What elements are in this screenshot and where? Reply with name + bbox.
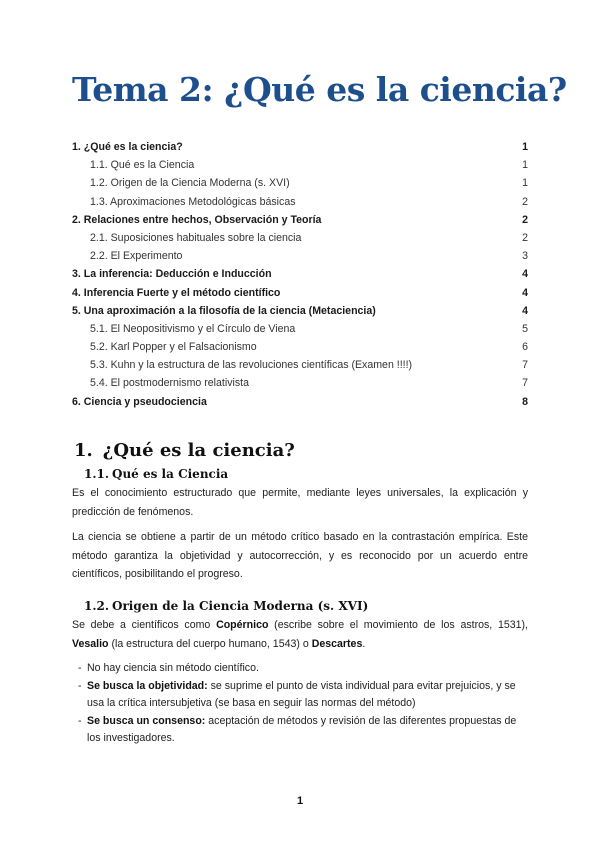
toc-entry[interactable] (72, 211, 528, 229)
name-copernico: Copérnico (216, 619, 269, 631)
section-title: ¿Qué es la ciencia? (102, 440, 295, 461)
toc-entry[interactable] (72, 302, 528, 320)
toc-entry-label: 1.2. Origen de la Ciencia Moderna (s. XVI) (90, 177, 290, 190)
toc-entry-page: 2 (522, 231, 528, 244)
toc-entry-page: 4 (522, 268, 528, 281)
toc-entry-label: 6. Ciencia y pseudociencia (72, 395, 207, 408)
paragraph: Es el conocimiento estructurado que permite, mediante leyes universales, la explicación y predicción de fenómenos. (72, 487, 528, 518)
toc-entry[interactable] (72, 247, 528, 265)
list-item (78, 678, 530, 713)
subsection-number: 1.2. (84, 599, 110, 613)
dash-marker: - (78, 662, 82, 674)
toc-entry[interactable] (72, 229, 528, 247)
toc-entry-page: 4 (522, 286, 528, 299)
toc-entry[interactable] (72, 156, 528, 174)
toc-entry-page: 7 (522, 359, 528, 372)
toc-entry-label: 5.4. El postmodernismo relativista (90, 377, 249, 390)
toc-entry[interactable] (72, 265, 528, 283)
name-vesalio: Vesalio (72, 637, 109, 650)
toc-entry-page: 1 (522, 177, 528, 190)
list-item-text: No hay ciencia sin método científico. (87, 662, 259, 674)
toc-entry-page: 1 (522, 141, 528, 153)
toc-entry-page: 4 (522, 304, 528, 317)
toc-entry-label: 5. Una aproximación a la filosofía de la ciencia (Metaciencia) (72, 304, 376, 317)
table-of-contents (72, 138, 528, 411)
list-item (78, 713, 530, 748)
paragraph-text: Se debe a científicos como (72, 619, 217, 631)
list-item-text: se suprime el punto de vista individual para evitar prejuicios, y se usa la crítica intersubjetiva (se basa en seguir las normas del método) (87, 679, 516, 710)
name-descartes: Descartes (311, 637, 363, 650)
page-number: 1 (296, 795, 304, 807)
toc-entry-label: 2. Relaciones entre hechos, Observación y Teoría (72, 213, 322, 226)
paragraph-text: . (362, 637, 366, 650)
toc-entry[interactable] (72, 338, 528, 356)
toc-entry-label: 5.2. Karl Popper y el Falsacionismo (90, 341, 257, 354)
toc-entry-label: 1. ¿Qué es la ciencia? (72, 141, 183, 153)
toc-entry[interactable] (72, 320, 528, 338)
list-item-emphasis: Se busca la objetividad: (87, 679, 208, 692)
subsection-title: Origen de la Ciencia Moderna (s. XVI) (112, 599, 369, 613)
toc-entry-page: 6 (522, 341, 528, 354)
toc-entry-label: 4. Inferencia Fuerte y el método científico (72, 286, 281, 299)
toc-entry[interactable] (72, 374, 528, 392)
toc-entry-label: 1.1. Qué es la Ciencia (90, 159, 195, 172)
paragraph-text: (la estructura del cuerpo humano, 1543) o (108, 637, 312, 650)
list-item (78, 660, 530, 678)
toc-entry-label: 5.1. El Neopositivismo y el Círculo de Viena (90, 322, 296, 335)
toc-entry[interactable] (72, 174, 528, 192)
subsection-title: Qué es la Ciencia (112, 467, 229, 481)
bullet-list (78, 660, 530, 748)
subsection-heading (84, 467, 228, 481)
toc-entry[interactable] (72, 193, 528, 211)
toc-entry-page: 3 (522, 250, 528, 263)
dash-marker: - (78, 679, 82, 692)
paragraph (72, 616, 528, 653)
page-title: Tema 2: ¿Qué es la ciencia? (72, 70, 567, 109)
toc-entry-page: 2 (522, 195, 528, 208)
section-heading (74, 440, 295, 461)
toc-entry[interactable] (72, 356, 528, 374)
toc-entry[interactable] (72, 138, 528, 156)
list-item-text: aceptación de métodos y revisión de las diferentes propuestas de los investigadores. (87, 714, 517, 745)
toc-entry-label: 3. La inferencia: Deducción e Inducción (72, 268, 272, 281)
toc-entry-page: 7 (522, 377, 528, 390)
section-number: 1. (74, 440, 93, 461)
toc-entry[interactable] (72, 284, 528, 302)
list-item-emphasis: Se busca un consenso: (87, 714, 206, 727)
subsection-number: 1.1. (84, 467, 110, 481)
dash-marker: - (78, 714, 82, 727)
paragraph: La ciencia se obtiene a partir de un método crítico basado en la contrastación empírica. Este método garantiza la objetividad y autocorrección, y es reconocido por un acuerdo entre científicos, posibilitando el progreso. (72, 531, 528, 581)
toc-entry-page: 1 (522, 159, 528, 172)
toc-entry-page: 5 (522, 322, 528, 335)
toc-entry[interactable] (72, 393, 528, 411)
toc-entry-page: 2 (522, 213, 528, 226)
toc-entry-label: 2.2. El Experimento (90, 250, 183, 263)
toc-entry-label: 1.3. Aproximaciones Metodológicas básicas (90, 195, 296, 208)
toc-entry-page: 8 (522, 395, 528, 408)
toc-entry-label: 5.3. Kuhn y la estructura de las revoluciones científicas (Examen !!!!) (90, 359, 413, 372)
paragraph-text: (escribe sobre el movimiento de los astros, 1531), (268, 619, 528, 631)
toc-entry-label: 2.1. Suposiciones habituales sobre la ciencia (90, 231, 302, 244)
subsection-heading (84, 599, 368, 613)
